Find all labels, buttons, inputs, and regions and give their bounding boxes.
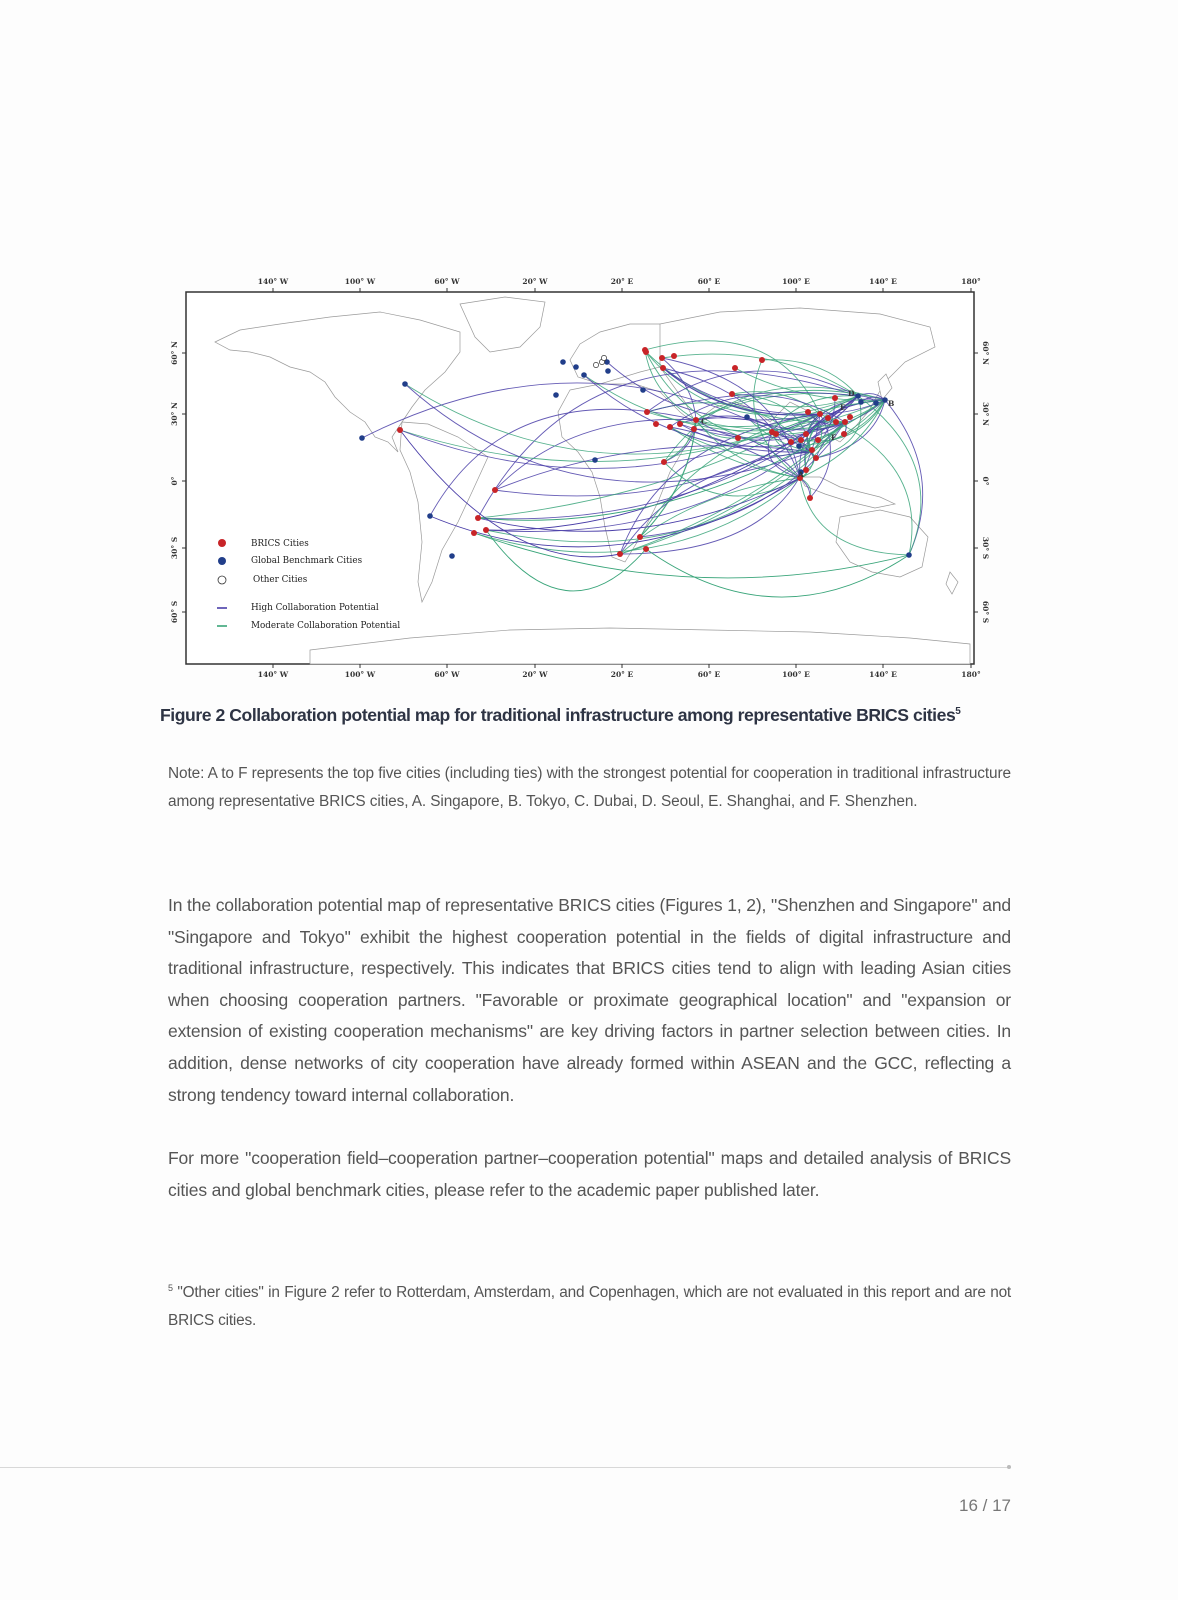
- world-map: [160, 272, 1002, 696]
- footer-divider-dot: [1007, 1465, 1011, 1469]
- brics-city-dot: [773, 431, 779, 437]
- brics-city-dot: [397, 427, 403, 433]
- legend-benchmark-dot: [218, 557, 226, 565]
- benchmark-city-dot: [873, 400, 879, 406]
- brics-city-dot: [842, 419, 848, 425]
- brics-city-dot: [833, 419, 839, 425]
- axis-label-top: 100° E: [782, 277, 810, 286]
- brics-city-dot: [803, 431, 809, 437]
- axis-label-right: 30° N: [981, 402, 990, 426]
- legend-other-dot: [218, 576, 226, 584]
- brics-city-dot: [847, 414, 853, 420]
- brics-city-dot: [832, 395, 838, 401]
- figure-caption-text: Figure 2 Collaboration potential map for traditional infrastructure among representative BRICS cities: [160, 705, 956, 725]
- legend-benchmark-label: Global Benchmark Cities: [251, 556, 363, 566]
- brics-city-dot: [803, 467, 809, 473]
- benchmark-city-dot: [882, 397, 888, 403]
- legend-brics-dot: [218, 539, 226, 547]
- axis-label-bottom: 180°: [961, 670, 981, 679]
- brics-city-dot: [667, 424, 673, 430]
- legend-moderate-label: Moderate Collaboration Potential: [251, 621, 401, 631]
- benchmark-city-dot: [427, 513, 433, 519]
- collaboration-map-figure: [160, 272, 1002, 696]
- brics-city-dot: [617, 551, 623, 557]
- axis-label-bottom: 140° W: [257, 670, 289, 679]
- brics-city-dot: [677, 421, 683, 427]
- footer-divider: [0, 1467, 1011, 1468]
- brics-city-dot: [653, 421, 659, 427]
- brics-city-dot: [735, 435, 741, 441]
- benchmark-city-dot: [855, 393, 861, 399]
- brics-city-dot: [825, 415, 831, 421]
- axis-label-top: 100° W: [344, 277, 376, 286]
- point-label-f: F: [831, 433, 837, 442]
- axis-label-top: 20° W: [522, 277, 548, 286]
- point-label-b: B: [888, 399, 895, 408]
- brics-city-dot: [729, 391, 735, 397]
- brics-city-dot: [815, 437, 821, 443]
- brics-city-dot: [807, 495, 813, 501]
- axis-label-bottom: 60° W: [434, 670, 460, 679]
- axis-label-left: 30° N: [170, 402, 179, 426]
- legend-other-label: Other Cities: [253, 575, 308, 585]
- brics-city-dot: [691, 426, 697, 432]
- benchmark-city-dot: [858, 399, 864, 405]
- benchmark-city-dot: [592, 457, 598, 463]
- axis-label-bottom: 20° W: [522, 670, 548, 679]
- other-city-dot: [593, 362, 598, 367]
- axis-label-bottom: 100° W: [344, 670, 376, 679]
- axis-label-left: 30° S: [170, 536, 179, 560]
- brics-city-dot: [492, 487, 498, 493]
- legend-high-label: High Collaboration Potential: [251, 603, 379, 613]
- brics-city-dot: [660, 365, 666, 371]
- brics-city-dot: [841, 431, 847, 437]
- benchmark-city-dot: [605, 368, 611, 374]
- axis-label-top: 60° W: [434, 277, 460, 286]
- brics-city-dot: [671, 353, 677, 359]
- other-city-dot: [601, 355, 606, 360]
- legend-brics-label: BRICS Cities: [251, 539, 309, 549]
- brics-city-dot: [643, 349, 649, 355]
- brics-city-dot: [809, 447, 815, 453]
- brics-city-dot: [471, 530, 477, 536]
- figure-caption: [160, 705, 1030, 726]
- point-label-e: E: [840, 403, 846, 412]
- axis-label-bottom: 20° E: [610, 670, 634, 679]
- axis-label-top: 140° E: [869, 277, 897, 286]
- point-label-a: A: [798, 470, 804, 479]
- benchmark-city-dot: [744, 414, 750, 420]
- brics-city-dot: [788, 439, 794, 445]
- page-number: 16 / 17: [959, 1496, 1011, 1515]
- benchmark-city-dot: [359, 435, 365, 441]
- brics-city-dot: [805, 409, 811, 415]
- axis-label-bottom: 100° E: [782, 670, 810, 679]
- axis-label-left: 60° S: [170, 600, 179, 624]
- axis-label-right: 60° S: [981, 600, 990, 624]
- brics-city-dot: [693, 417, 699, 423]
- brics-city-dot: [637, 534, 643, 540]
- benchmark-city-dot: [640, 387, 646, 393]
- axis-label-top: 20° E: [610, 277, 634, 286]
- body-paragraph-1: In the collaboration potential map of representative BRICS cities (Figures 1, 2), "Shenzhen and Singapore" and "Singapore and Tokyo" exhibit the highest cooperation potential in the fields of digital infrastructure and traditional infrastructure, respectively. This indicates that BRICS cities tend to align with leading Asian cities when choosing cooperation partners. "Favorable or proximate geographical location" and "expansion or extension of existing cooperation mechanisms" are key driving factors in partner selection between cities. In addition, dense networks of city cooperation have already formed within ASEAN and the GCC, reflecting a strong tendency toward internal collaboration.: [168, 895, 1011, 1105]
- brics-city-dot: [661, 459, 667, 465]
- axis-label-bottom: 140° E: [869, 670, 897, 679]
- brics-city-dot: [732, 365, 738, 371]
- point-label-c: C: [701, 417, 707, 426]
- brics-city-dot: [644, 409, 650, 415]
- axis-label-left: 60° N: [170, 341, 179, 365]
- axis-label-top: 140° W: [257, 277, 289, 286]
- footnote-number: 5: [168, 1283, 173, 1293]
- benchmark-city-dot: [573, 364, 579, 370]
- brics-city-dot: [659, 355, 665, 361]
- brics-city-dot: [813, 455, 819, 461]
- axis-label-right: 30° S: [981, 536, 990, 560]
- brics-city-dot: [817, 411, 823, 417]
- footnote: [168, 1274, 1011, 1335]
- point-label-d: D: [848, 389, 855, 398]
- axis-label-left: 0°: [170, 476, 179, 486]
- axis-label-bottom: 60° E: [697, 670, 721, 679]
- axis-label-top: 180°: [961, 277, 981, 286]
- brics-city-dot: [759, 357, 765, 363]
- benchmark-city-dot: [560, 359, 566, 365]
- footnote-text: "Other cities" in Figure 2 refer to Rotterdam, Amsterdam, and Copenhagen, which are not evaluated in this report and are not BRICS cities.: [168, 1284, 1012, 1330]
- brics-city-dot: [643, 546, 649, 552]
- benchmark-city-dot: [402, 381, 408, 387]
- axis-label-right: 60° N: [981, 341, 990, 365]
- benchmark-city-dot: [581, 372, 587, 378]
- axis-label-right: 0°: [981, 476, 990, 486]
- brics-city-dot: [475, 515, 481, 521]
- axis-label-top: 60° E: [697, 277, 721, 286]
- body-paragraph-2: For more "cooperation field–cooperation partner–cooperation potential" maps and detailed analysis of BRICS cities and global benchmark cities, please refer to the academic paper published later.: [168, 1148, 1011, 1200]
- benchmark-city-dot: [906, 552, 912, 558]
- benchmark-city-dot: [796, 443, 802, 449]
- brics-city-dot: [483, 527, 489, 533]
- figure-note: Note: A to F represents the top five cities (including ties) with the strongest potential for cooperation in traditional infrastructure among representative BRICS cities, A. Singapore, B. Tokyo, C. Dubai, D. Seoul, E. Shanghai, and F. Shenzhen.: [168, 765, 1011, 810]
- benchmark-city-dot: [449, 553, 455, 559]
- brics-city-dot: [798, 437, 804, 443]
- benchmark-city-dot: [553, 392, 559, 398]
- figure-caption-footnote-ref: 5: [955, 706, 961, 718]
